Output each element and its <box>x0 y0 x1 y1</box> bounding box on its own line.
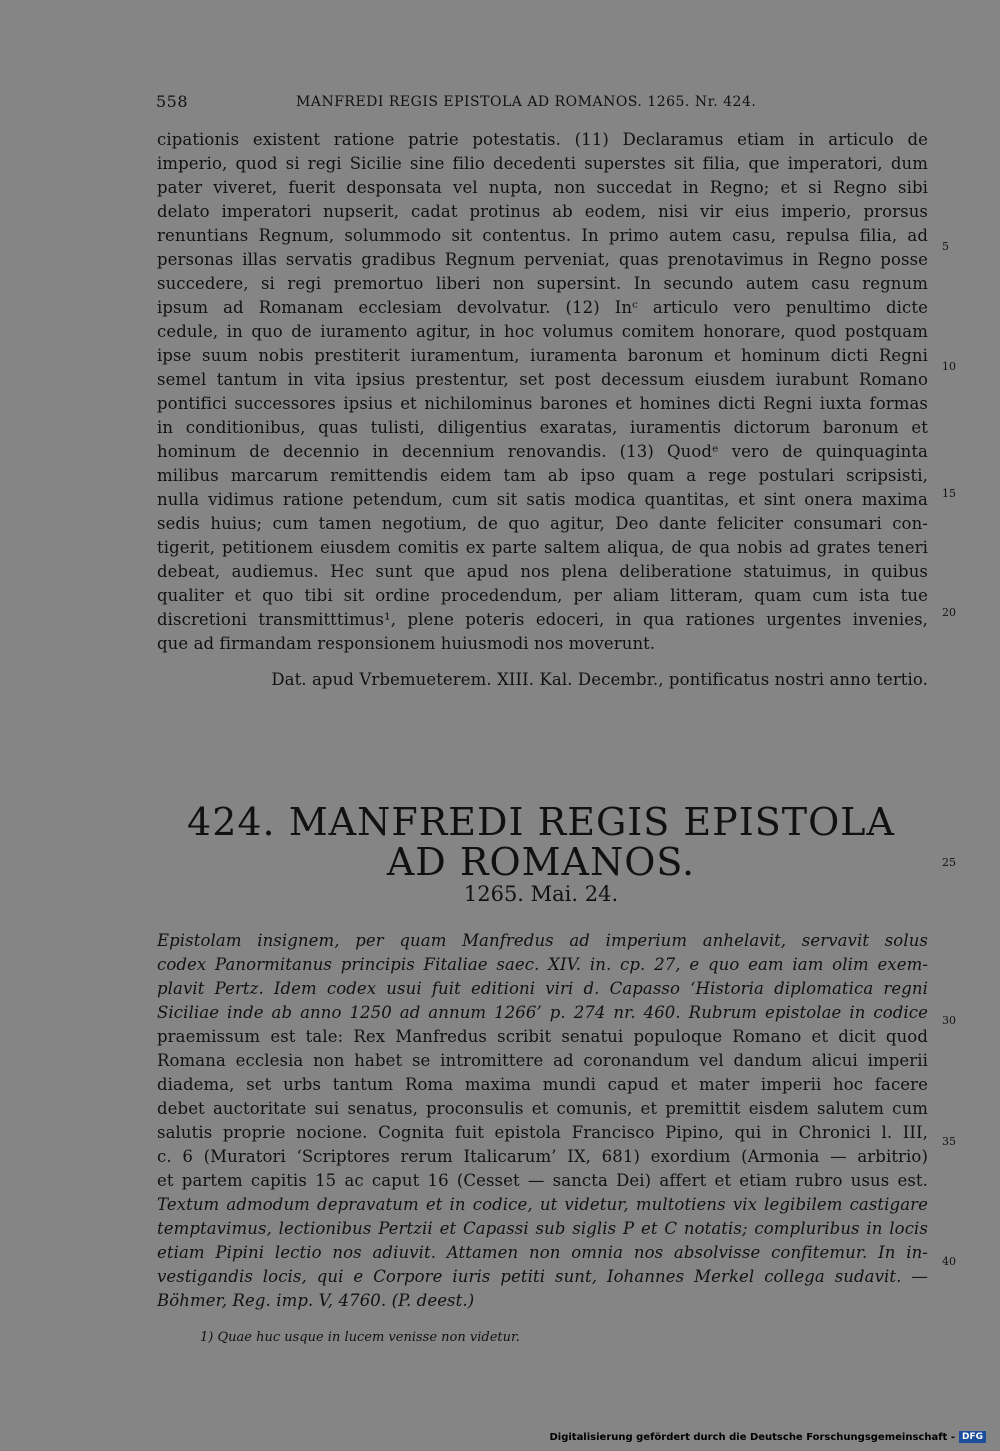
text-line: salutis proprie nocione. Cognita fuit epistola Francisco Pipino, qui in Chronici l. III, <box>157 1123 928 1142</box>
text-line: milibus marcarum remittendis eidem tam ab ipso quam a rege postulari scripsisti, <box>157 466 928 485</box>
text-line: temptavimus, lectionibus Pertzii et Capassi sub siglis P et C notatis; compluribus in locis <box>157 1219 928 1238</box>
text-line: ipse suum nobis prestiterit iuramentum, iuramenta baronum et hominum dicti Regni <box>157 346 928 365</box>
text-line: Siciliae inde ab anno 1250 ad annum 1266’ p. 274 nr. 460. Rubrum epistolae in codice <box>157 1003 928 1022</box>
text-line: diadema, set urbs tantum Roma maxima mundi capud et mater imperii hoc facere <box>157 1075 928 1094</box>
text-line: succedere, si regi premortuo liberi non supersint. In secundo autem casu regnum <box>157 274 928 293</box>
text-line: praemissum est tale: Rex Manfredus scribit senatui populoque Romano et dicit quod <box>157 1027 928 1046</box>
text-line: delato imperatori nupserit, cadat protinus ab eodem, nisi vir eius imperio, prorsus <box>157 202 928 221</box>
margin-number: 25 <box>942 856 956 869</box>
text-line: pontifici successores ipsius et nichilominus barones et homines dicti Regni iuxta formas <box>157 394 928 413</box>
document-date: 1265. Mai. 24. <box>463 882 619 906</box>
text-line: personas illas servatis gradibus Regnum perveniat, quas prenotavimus in Regno posse <box>157 250 928 269</box>
text-line: que ad firmandam responsionem huiusmodi nos moverunt. <box>157 634 656 653</box>
margin-number: 20 <box>942 606 956 619</box>
text-line: hominum de decennio in decennium renovandis. (13) Quodᵉ vero de quinquaginta <box>157 442 928 461</box>
digitization-footer <box>549 1429 986 1445</box>
text-line: vestigandis locis, qui e Corpore iuris petiti sunt, Iohannes Merkel collega sudavit. — <box>157 1267 928 1286</box>
page-header <box>156 92 846 116</box>
letter-text <box>157 128 928 656</box>
text-line: discretioni transmitttimus¹, plene poteris edoceri, in qua rationes urgentes invenies, <box>157 610 928 629</box>
text-line: Epistolam insignem, per quam Manfredus ad imperium anhelavit, servavit solus <box>157 931 928 950</box>
margin-number: 30 <box>942 1014 956 1027</box>
editorial-introduction <box>157 929 928 1313</box>
text-line: imperio, quod si regi Sicilie sine filio decedenti superstes sit filia, que imperatori, dum <box>157 154 928 173</box>
text-line: c. 6 (Muratori ‘Scriptores rerum Italicarum’ IX, 681) exordium (Armonia — arbitrio) <box>157 1147 928 1166</box>
text-line: codex Panormitanus principis Fitaliae saec. XIV. in. cp. 27, e quo eam iam olim exem- <box>157 955 928 974</box>
text-line: tigerit, petitionem eiusdem comitis ex parte saltem aliqua, de qua nobis ad grates teneri <box>157 538 928 557</box>
text-line: nulla vidimus ratione petendum, cum sit satis modica quantitas, et sint onera maxima <box>157 490 928 509</box>
dfg-logo: DFG <box>959 1431 986 1443</box>
text-line: qualiter et quo tibi sit ordine procedendum, per aliam litteram, quam cum ista tue <box>157 586 928 605</box>
text-line: Böhmer, Reg. imp. V, 4760. (P. deest.) <box>157 1291 475 1310</box>
document-title-line-2: AD ROMANOS. <box>386 840 696 884</box>
dat-line: Dat. apud Vrbemueterem. XIII. Kal. Decembr., pontificatus nostri anno tertio. <box>271 670 928 689</box>
running-title: MANFREDI REGIS EPISTOLA AD ROMANOS. 1265. Nr. 424. <box>296 94 757 110</box>
text-line: semel tantum in vita ipsius prestentur, set post decessum eiusdem iurabunt Romano <box>157 370 928 389</box>
footer-credit: Digitalisierung gefördert durch die Deutsche Forschungsgemeinschaft - <box>549 1431 955 1443</box>
text-line: Textum admodum depravatum et in codice, ut videtur, multotiens vix legibilem castigare <box>157 1195 928 1214</box>
margin-number: 35 <box>942 1135 956 1148</box>
margin-number: 5 <box>942 240 949 253</box>
text-line: cipationis existent ratione patrie potestatis. (11) Declaramus etiam in articulo de <box>157 130 928 149</box>
text-line: et partem capitis 15 ac caput 16 (Cesset — sancta Dei) affert et etiam rubro usus est. <box>157 1171 928 1190</box>
page-number: 558 <box>156 92 189 111</box>
text-line: plavit Pertz. Idem codex usui fuit editioni viri d. Capasso ‘Historia diplomatica regni <box>157 979 928 998</box>
text-line: debeat, audiemus. Hec sunt que apud nos plena deliberatione statuimus, in quibus <box>157 562 928 581</box>
margin-number: 40 <box>942 1255 956 1268</box>
margin-number: 10 <box>942 360 956 373</box>
footnote: 1) Quae huc usque in lucem venisse non videtur. <box>200 1330 520 1345</box>
text-line: pater viveret, fuerit desponsata vel nupta, non succedat in Regno; et si Regno sibi <box>157 178 928 197</box>
margin-number: 15 <box>942 487 956 500</box>
dating-clause <box>157 668 928 692</box>
text-line: renuntians Regnum, solummodo sit contentus. In primo autem casu, repulsa filia, ad <box>157 226 928 245</box>
text-line: in conditionibus, quas tulisti, diligentius exaratas, iuramentis dictorum baronum et <box>157 418 928 437</box>
text-line: debet auctoritate sui senatus, proconsulis et comunis, et premittit eisdem salutem cum <box>157 1099 928 1118</box>
text-line: sedis huius; cum tamen negotium, de quo agitur, Deo dante feliciter consumari con- <box>157 514 928 533</box>
text-line: etiam Pipini lectio nos adiuvit. Attamen non omnia nos absolvisse confitemur. In in- <box>157 1243 928 1262</box>
text-line: Romana ecclesia non habet se intromittere ad coronandum vel dandum alicui imperii <box>157 1051 928 1070</box>
text-line: ipsum ad Romanam ecclesiam devolvatur. (12) Inᶜ articulo vero penultimo dicte <box>157 298 928 317</box>
document-title-line-1: 424. MANFREDI REGIS EPISTOLA <box>187 800 895 844</box>
text-line: cedule, in quo de iuramento agitur, in hoc volumus comitem honorare, quod postquam <box>157 322 928 341</box>
